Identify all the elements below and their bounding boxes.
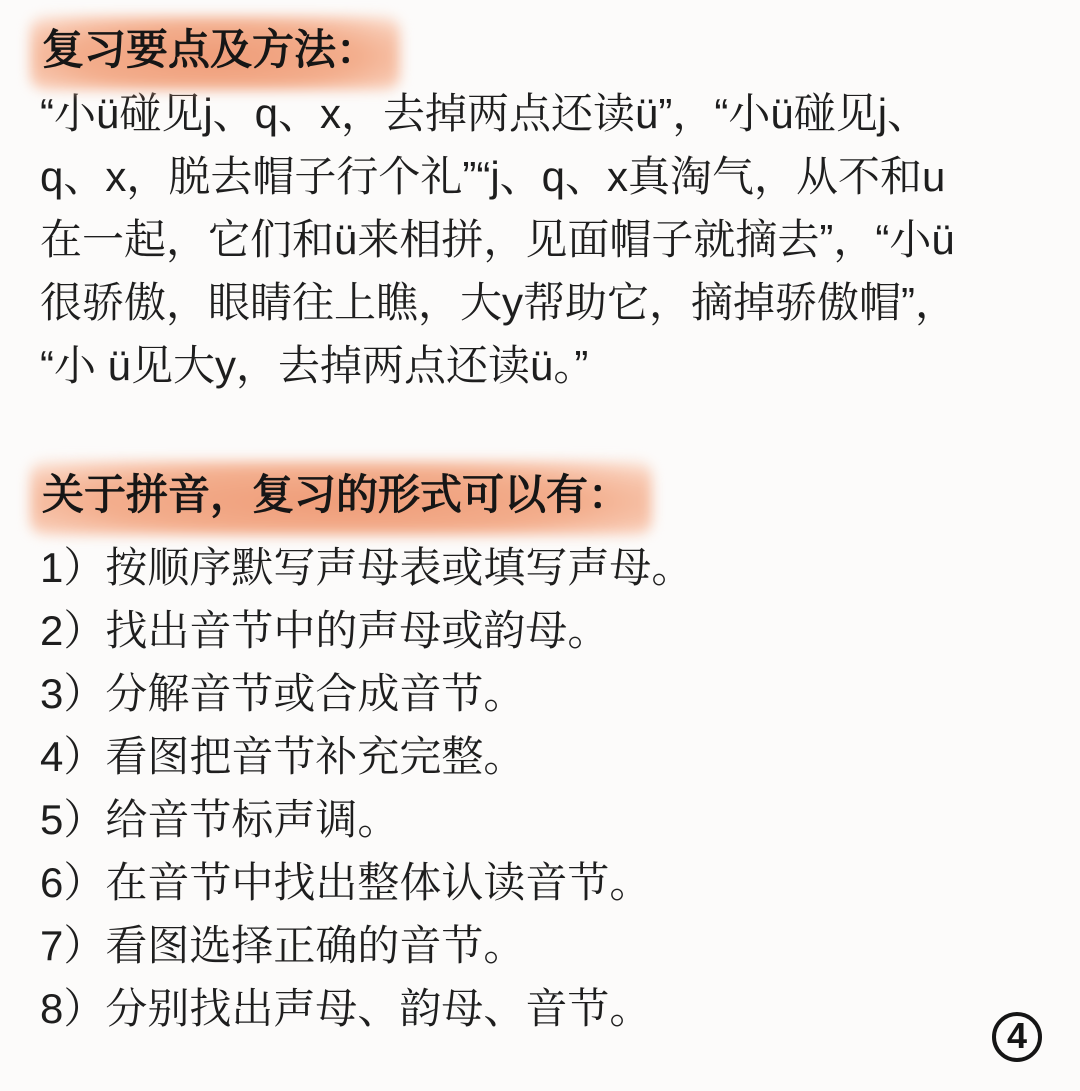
paragraph-line: 很骄傲，眼睛往上瞧，大y帮助它，摘掉骄傲帽”， xyxy=(40,279,957,326)
section2-heading-highlight: 关于拼音，复习的形式可以有： xyxy=(40,463,636,527)
section2-heading xyxy=(40,463,1042,527)
list-item: 7）看图选择正确的音节。 xyxy=(40,922,526,969)
paragraph-line: 在一起，它们和ü来相拼，见面帽子就摘去”，“小ü xyxy=(40,216,955,263)
list-item: 5）给音节标声调。 xyxy=(40,796,400,843)
page-number-badge xyxy=(992,1012,1042,1062)
paragraph-line: “小ü碰见j、q、x，去掉两点还读ü”，“小ü碰见j、 xyxy=(40,90,930,137)
paragraph-line: “小 ü见大y，去掉两点还读ü。” xyxy=(40,342,589,389)
list-item: 3）分解音节或合成音节。 xyxy=(40,670,526,717)
review-forms-list xyxy=(40,536,1042,1040)
paragraph-line: q、x，脱去帽子行个礼”“j、q、x真淘气，从不和u xyxy=(40,153,946,200)
list-item: 4）看图把音节补充完整。 xyxy=(40,733,526,780)
page-number: 4 xyxy=(1006,1015,1028,1056)
list-item: 6）在音节中找出整体认读音节。 xyxy=(40,859,652,906)
list-item: 8）分别找出声母、韵母、音节。 xyxy=(40,985,652,1032)
list-item: 2）找出音节中的声母或韵母。 xyxy=(40,607,610,654)
list-item: 1）按顺序默写声母表或填写声母。 xyxy=(40,544,694,591)
section1-heading-highlight: 复习要点及方法： xyxy=(40,18,384,82)
section1-paragraph xyxy=(40,82,1042,397)
section1-heading xyxy=(40,18,1042,82)
